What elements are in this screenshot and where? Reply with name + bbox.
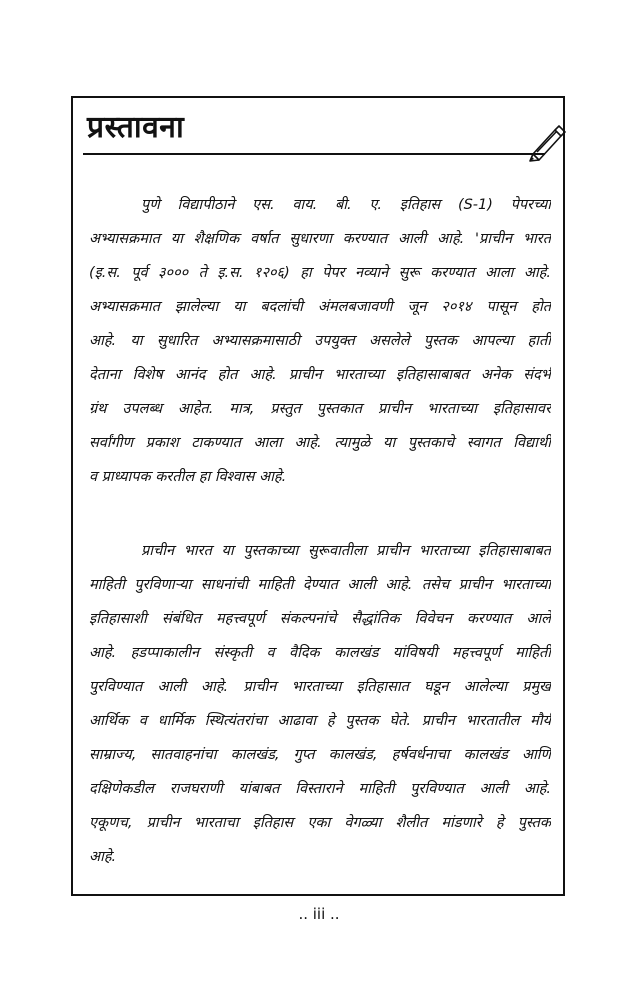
paragraph-line: देताना विशेष आनंद होत आहे. प्राचीन भारताच्या इतिहासाबाबत अनेक संदर्भ bbox=[89, 367, 551, 383]
paragraph-line: (इ.स. पूर्व ३००० ते इ.स. १२०६) हा पेपर नव्याने सुरू करण्यात आला आहे. bbox=[89, 265, 551, 281]
paragraph-2 bbox=[89, 534, 551, 874]
paragraph-line: एकूणच, प्राचीन भारताचा इतिहास एका वेगळ्या शैलीत मांडणारे हे पुस्तक bbox=[89, 815, 551, 831]
paragraph-line: पुरविण्यात आली आहे. प्राचीन भारताच्या इतिहासात घडून आलेल्या प्रमुख bbox=[89, 679, 551, 695]
paragraph-line: व प्राध्यापक करतील हा विश्वास आहे. bbox=[89, 469, 287, 485]
paragraph-line: सर्वांगीण प्रकाश टाकण्यात आला आहे. त्यामुळे या पुस्तकाचे स्वागत विद्यार्थी bbox=[89, 435, 551, 451]
pen-icon bbox=[525, 120, 567, 162]
paragraph-line: आर्थिक व धार्मिक स्थित्यंतरांचा आढावा हे पुस्तक घेते. प्राचीन भारतातील मौर्य bbox=[89, 713, 551, 729]
page-number: .. iii .. bbox=[298, 905, 340, 923]
paragraph-line: अभ्यासक्रमात झालेल्या या बदलांची अंमलबजावणी जून २०१४ पासून होत bbox=[89, 299, 551, 315]
heading-underline bbox=[83, 153, 545, 155]
paragraph-line: ग्रंथ उपलब्ध आहेत. मात्र, प्रस्तुत पुस्तकात प्राचीन भारताच्या इतिहासावर bbox=[89, 401, 551, 417]
paragraph-line: अभ्यासक्रमात या शैक्षणिक वर्षात सुधारणा करण्यात आली आहे. 'प्राचीन भारत bbox=[89, 231, 551, 247]
preface-frame bbox=[71, 96, 565, 896]
paragraph-line: माहिती पुरविणाऱ्या साधनांची माहिती देण्यात आली आहे. तसेच प्राचीन भारताच्या bbox=[89, 577, 551, 593]
paragraph-line: प्राचीन भारत या पुस्तकाच्या सुरूवातीला प्राचीन भारताच्या इतिहासाबाबत bbox=[141, 543, 551, 559]
page-title: प्रस्तावना bbox=[87, 110, 185, 145]
paragraph-line: आहे. या सुधारित अभ्यासक्रमासाठी उपयुक्त असलेले पुस्तक आपल्या हाती bbox=[89, 333, 551, 349]
paragraph-line: आहे. हडप्पाकालीन संस्कृती व वैदिक कालखंड यांविषयी महत्त्वपूर्ण माहिती bbox=[89, 645, 551, 661]
paragraph-1 bbox=[89, 188, 551, 494]
paragraph-line: पुणे विद्यापीठाने एस. वाय. बी. ए. इतिहास (S-1) पेपरच्या bbox=[141, 197, 551, 213]
paragraph-line: आहे. bbox=[89, 849, 117, 865]
paragraph-line: इतिहासाशी संबंधित महत्त्वपूर्ण संकल्पनांचे सैद्धांतिक विवेचन करण्यात आले bbox=[89, 611, 551, 627]
paragraph-line: साम्राज्य, सातवाहनांचा कालखंड, गुप्त कालखंड, हर्षवर्धनाचा कालखंड आणि bbox=[89, 747, 551, 763]
paragraph-line: दक्षिणेकडील राजघराणी यांबाबत विस्ताराने माहिती पुरविण्यात आली आहे. bbox=[89, 781, 551, 797]
